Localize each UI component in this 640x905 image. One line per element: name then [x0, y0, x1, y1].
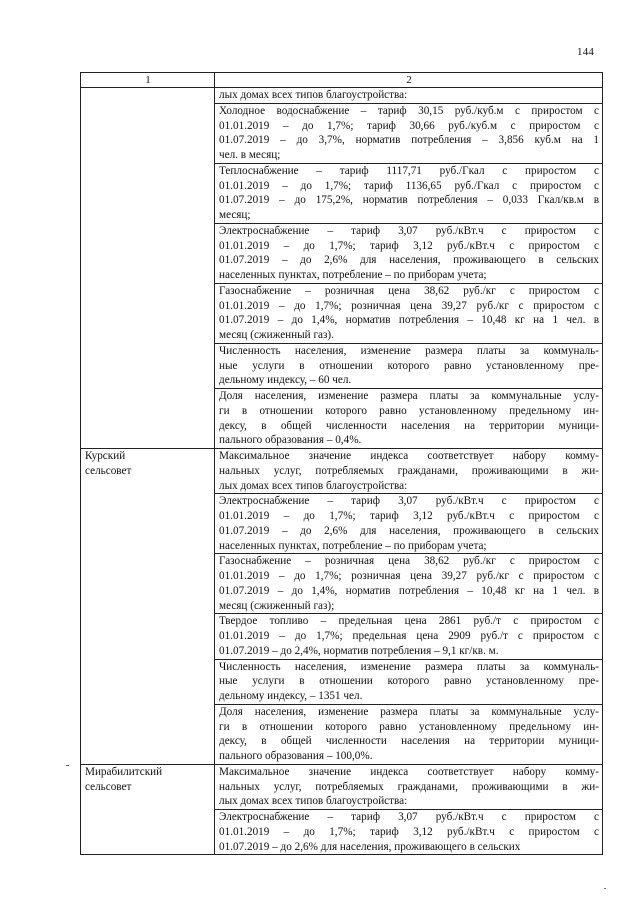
text-line: лых домах всех типов благоустройства: — [219, 795, 408, 808]
text-line: чел. в месяц; — [219, 149, 281, 161]
text-line: Электроснабжение – тариф 3,07 руб./кВт.ч с приростом с — [219, 495, 599, 508]
text-line: Численность населения, изменение размера платы за коммуналь- — [219, 344, 599, 357]
text-line: 01.07.2019 – до 175,2%, норматив потребления – 0,033 Гкал/кв.м в — [219, 194, 599, 207]
description-paragraph — [215, 614, 602, 659]
text-line: дельному индексу, – 1351 чел. — [219, 690, 363, 702]
text-line: Газоснабжение – розничная цена 38,62 руб./кг с приростом с — [219, 555, 599, 568]
description-paragraph — [215, 810, 602, 854]
settlement-name: Мирабилитский сельсовет — [85, 765, 163, 793]
settlement-cell — [81, 764, 215, 855]
settlement-cell — [81, 88, 215, 449]
text-line: 01.01.2019 – до 1,7%; тариф 3,12 руб./кВт.ч с приростом с — [219, 239, 599, 252]
margin-mark — [66, 765, 69, 766]
text-line: лых домах всех типов благоустройства: — [219, 89, 408, 101]
text-line: 01.07.2019 – до 2,6% для населения, проживающего в сельских — [219, 524, 599, 537]
description-paragraph — [215, 389, 602, 448]
text-line: Электроснабжение – тариф 3,07 руб./кВт.ч с приростом с — [219, 224, 599, 237]
table-row — [81, 88, 603, 449]
text-line: 01.01.2019 – до 1,7%; розничная цена 39,27 руб./кг с приростом с — [219, 570, 599, 582]
text-line: 01.07.2019 – до 3,7%, норматив потребления – 3,856 куб.м на 1 — [219, 134, 599, 147]
text-line: 01.01.2019 – до 1,7%; тариф 30,66 руб./куб.м с приростом с — [219, 119, 599, 132]
description-paragraph — [215, 660, 602, 705]
text-line: 01.01.2019 – до 1,7%; тариф 1136,65 руб./Гкал с приростом с — [219, 179, 599, 192]
description-paragraph — [215, 104, 602, 164]
text-line: населенных пунктах, потребление – по приборам учета; — [219, 539, 487, 552]
text-line: ные услуги в отношении которого равно установленному пре- — [219, 675, 599, 688]
description-paragraph — [215, 554, 602, 614]
table-body — [81, 88, 603, 855]
text-line: 01.01.2019 – до 1,7%; тариф 3,12 руб./кВт.ч с приростом с — [219, 510, 599, 522]
table-header-row — [81, 73, 603, 88]
description-paragraph — [215, 494, 602, 554]
text-line: нальных услуг, потребляемых гражданами, проживающими в жи- — [219, 780, 599, 793]
text-line: 01.01.2019 – до 1,7%; тариф 3,12 руб./кВт.ч с приростом с — [219, 825, 599, 838]
table-row — [81, 449, 603, 765]
text-line: 01.07.2019 – до 2,4%, норматив потребления – 9,1 кг/кв. м. — [219, 644, 499, 657]
text-line: Доля населения, изменение размера платы за коммунальные услу- — [219, 705, 599, 718]
description-cell — [215, 88, 603, 449]
description-paragraph — [215, 88, 602, 104]
description-paragraph — [215, 765, 602, 810]
text-line: пального образования – 0,4%. — [219, 434, 362, 447]
text-line: ги в отношении которого равно установленному предельному ин- — [219, 404, 599, 417]
text-line: Электроснабжение – тариф 3,07 руб./кВт.ч с приростом с — [219, 811, 599, 823]
description-cell — [215, 764, 603, 855]
text-line: месяц (сжиженный газ). — [219, 329, 334, 341]
text-line: нальных услуг, потребляемых гражданами, проживающими в жи- — [219, 464, 599, 477]
description-paragraph — [215, 164, 602, 224]
text-line: населенных пунктах, потребление – по приборам учета; — [219, 269, 487, 281]
table-row — [81, 764, 603, 855]
text-line: Теплоснабжение – тариф 1117,71 руб./Гкал с приростом с — [219, 164, 599, 177]
text-line: пального образования – 100,0%. — [219, 750, 373, 762]
text-line: месяц (сжиженный газ); — [219, 599, 335, 612]
text-line: 01.01.2019 – до 1,7%; предельная цена 2909 руб./т с приростом с — [219, 630, 599, 642]
settlement-cell — [81, 449, 215, 765]
text-line: лых домах всех типов благоустройства: — [219, 479, 408, 492]
tariff-table — [80, 72, 603, 855]
text-line: 01.07.2019 – до 2,6% для населения, проживающего в сельских — [219, 254, 599, 267]
page-number: 144 — [577, 46, 595, 58]
description-paragraph — [215, 705, 602, 764]
text-line: 01.07.2019 – до 1,4%, норматив потребления – 10,48 кг на 1 чел. в — [219, 584, 599, 597]
description-cell — [215, 449, 603, 765]
text-line: Максимальное значение индекса соответствует набору комму- — [219, 450, 599, 462]
settlement-name: Курский сельсовет — [85, 450, 132, 477]
text-line: Численность населения, изменение размера платы за коммуналь- — [219, 660, 599, 673]
text-line: Холодное водоснабжение – тариф 30,15 руб./куб.м с приростом с — [219, 104, 599, 117]
text-line: Доля населения, изменение размера платы за коммунальные услу- — [219, 390, 599, 402]
text-line: 01.01.2019 – до 1,7%; розничная цена 39,27 руб./кг с приростом с — [219, 299, 599, 312]
text-line: Твердое топливо – предельная цена 2861 руб./т с приростом с — [219, 615, 599, 628]
text-line: 01.07.2019 – до 1,4%, норматив потребления – 10,48 кг на 1 чел. в — [219, 314, 599, 327]
text-line: ги в отношении которого равно установленному предельному ин- — [219, 720, 599, 733]
column-header-2: 2 — [215, 73, 603, 88]
description-paragraph — [215, 344, 602, 389]
text-line: месяц; — [219, 209, 251, 221]
description-paragraph — [215, 449, 602, 494]
text-line: дельному индексу, – 60 чел. — [219, 374, 352, 387]
text-line: дексу, в общей численности населения на территории муници- — [219, 419, 599, 432]
text-line: дексу, в общей численности населения на территории муници- — [219, 735, 599, 748]
text-line: Газоснабжение – розничная цена 38,62 руб./кг с приростом с — [219, 284, 599, 297]
description-paragraph — [215, 224, 602, 284]
corner-mark — [604, 888, 606, 889]
column-header-1: 1 — [81, 73, 215, 88]
text-line: ные услуги в отношении которого равно установленному пре- — [219, 359, 599, 372]
description-paragraph — [215, 284, 602, 344]
text-line: 01.07.2019 – до 2,6% для населения, проживающего в сельских — [219, 840, 521, 853]
text-line: Максимальное значение индекса соответствует набору комму- — [219, 765, 599, 778]
